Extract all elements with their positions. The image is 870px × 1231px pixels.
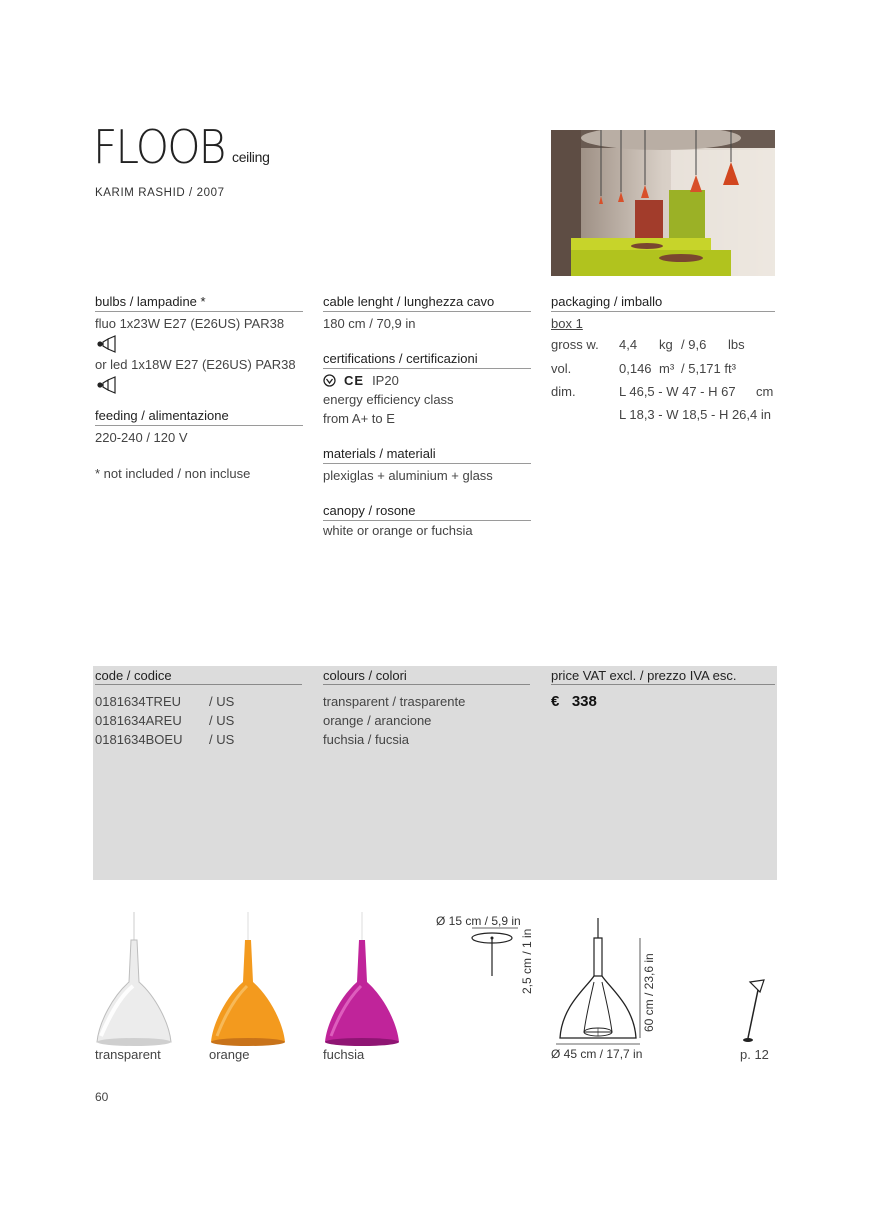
not-included-note: * not included / non incluse	[95, 466, 251, 481]
lamp-dimension-drawing	[556, 916, 646, 1048]
colour-value: orange / arancione	[323, 713, 432, 728]
product-name: FLOOB	[93, 120, 225, 174]
certifications-heading: certifications / certificazioni	[323, 351, 531, 369]
canopy-value: white or orange or fuchsia	[323, 523, 473, 538]
canopy-height-label: 2,5 cm / 1 in	[520, 928, 534, 994]
dimensions-label: dim.	[551, 384, 576, 399]
box-label: box 1	[551, 316, 583, 331]
feeding-value: 220-240 / 120 V	[95, 430, 188, 445]
code-value: 0181634TREU	[95, 694, 181, 709]
lbs-unit: lbs	[728, 337, 745, 352]
materials-section	[323, 446, 531, 485]
code-us: / US	[209, 713, 235, 728]
cable-heading: cable lenght / lunghezza cavo	[323, 294, 531, 312]
variant-label: transparent	[95, 1047, 161, 1062]
ce-mark-icon: CE	[344, 373, 365, 388]
gross-weight-kg: 4,4	[619, 337, 638, 352]
variant-label: fuchsia	[323, 1047, 365, 1062]
cm-unit: cm	[756, 384, 774, 399]
kg-unit: kg	[659, 337, 673, 352]
colour-value: fuchsia / fucsia	[323, 732, 409, 747]
materials-value: plexiglas + aluminium + glass	[323, 468, 493, 483]
canopy-drawing	[470, 926, 520, 980]
cable-value: 180 cm / 70,9 in	[323, 316, 416, 331]
canopy-section	[323, 503, 531, 540]
bulb-icon	[96, 376, 118, 394]
colour-value: transparent / trasparente	[323, 694, 466, 709]
lamp-transparent-image	[93, 912, 175, 1048]
energy-class-line-2: from A+ to E	[323, 411, 395, 426]
m3-unit: m³	[659, 361, 675, 376]
colours-heading: colours / colori	[323, 667, 530, 685]
canopy-diameter-label: Ø 15 cm / 5,9 in	[436, 914, 521, 928]
energy-class-line-1: energy efficiency class	[323, 392, 454, 407]
feeding-section	[95, 408, 303, 447]
cable-section	[323, 294, 531, 333]
price-heading: price VAT excl. / prezzo IVA esc.	[551, 667, 775, 685]
lamp-diameter-label: Ø 45 cm / 17,7 in	[551, 1047, 643, 1061]
code-heading: code / codice	[95, 667, 302, 685]
price-value: € 338	[551, 693, 597, 710]
bulbs-heading: bulbs / lampadine *	[95, 294, 303, 312]
designer: KARIM RASHID / 2007	[95, 187, 225, 199]
code-value: 0181634AREU	[95, 713, 182, 728]
volume-label: vol.	[551, 361, 572, 376]
code-us: / US	[209, 694, 235, 709]
materials-heading: materials / materiali	[323, 446, 531, 464]
ambience-photo	[551, 130, 775, 276]
bulb-icon	[96, 335, 118, 353]
canopy-heading: canopy / rosone	[323, 503, 531, 521]
lamp-height-label: 60 cm / 23,6 in	[642, 953, 656, 1032]
product-type: ceiling	[232, 149, 270, 165]
certifications-section	[323, 351, 531, 428]
feeding-heading: feeding / alimentazione	[95, 408, 303, 426]
lamp-orange-image	[207, 912, 289, 1048]
gross-weight-lbs: / 9,6	[681, 337, 707, 352]
code-us: / US	[209, 732, 235, 747]
bulb-option-1: fluo 1x23W E27 (E26US) PAR38	[95, 316, 285, 331]
gross-weight-label: gross w.	[551, 337, 599, 352]
packaging-heading: packaging / imballo	[551, 294, 775, 312]
dimensions-cm: L 46,5 - W 47 - H 67	[619, 384, 736, 399]
lamp-fuchsia-image	[321, 912, 403, 1048]
safety-mark-icon	[323, 374, 336, 387]
bulbs-section	[95, 294, 303, 396]
volume-ft3: / 5,171 ft³	[681, 361, 736, 376]
dimensions-in: L 18,3 - W 18,5 - H 26,4 in	[619, 407, 771, 422]
variant-label: orange	[209, 1047, 250, 1062]
page-reference-link[interactable]: p. 12	[740, 1047, 769, 1062]
ip-rating: IP20	[372, 373, 399, 388]
page-number: 60	[95, 1090, 109, 1104]
floor-lamp-reference-icon	[740, 978, 770, 1046]
code-value: 0181634BOEU	[95, 732, 183, 747]
bulb-option-2: or led 1x18W E27 (E26US) PAR38	[95, 357, 296, 372]
volume-m3: 0,146	[619, 361, 652, 376]
packaging-section	[551, 294, 775, 333]
